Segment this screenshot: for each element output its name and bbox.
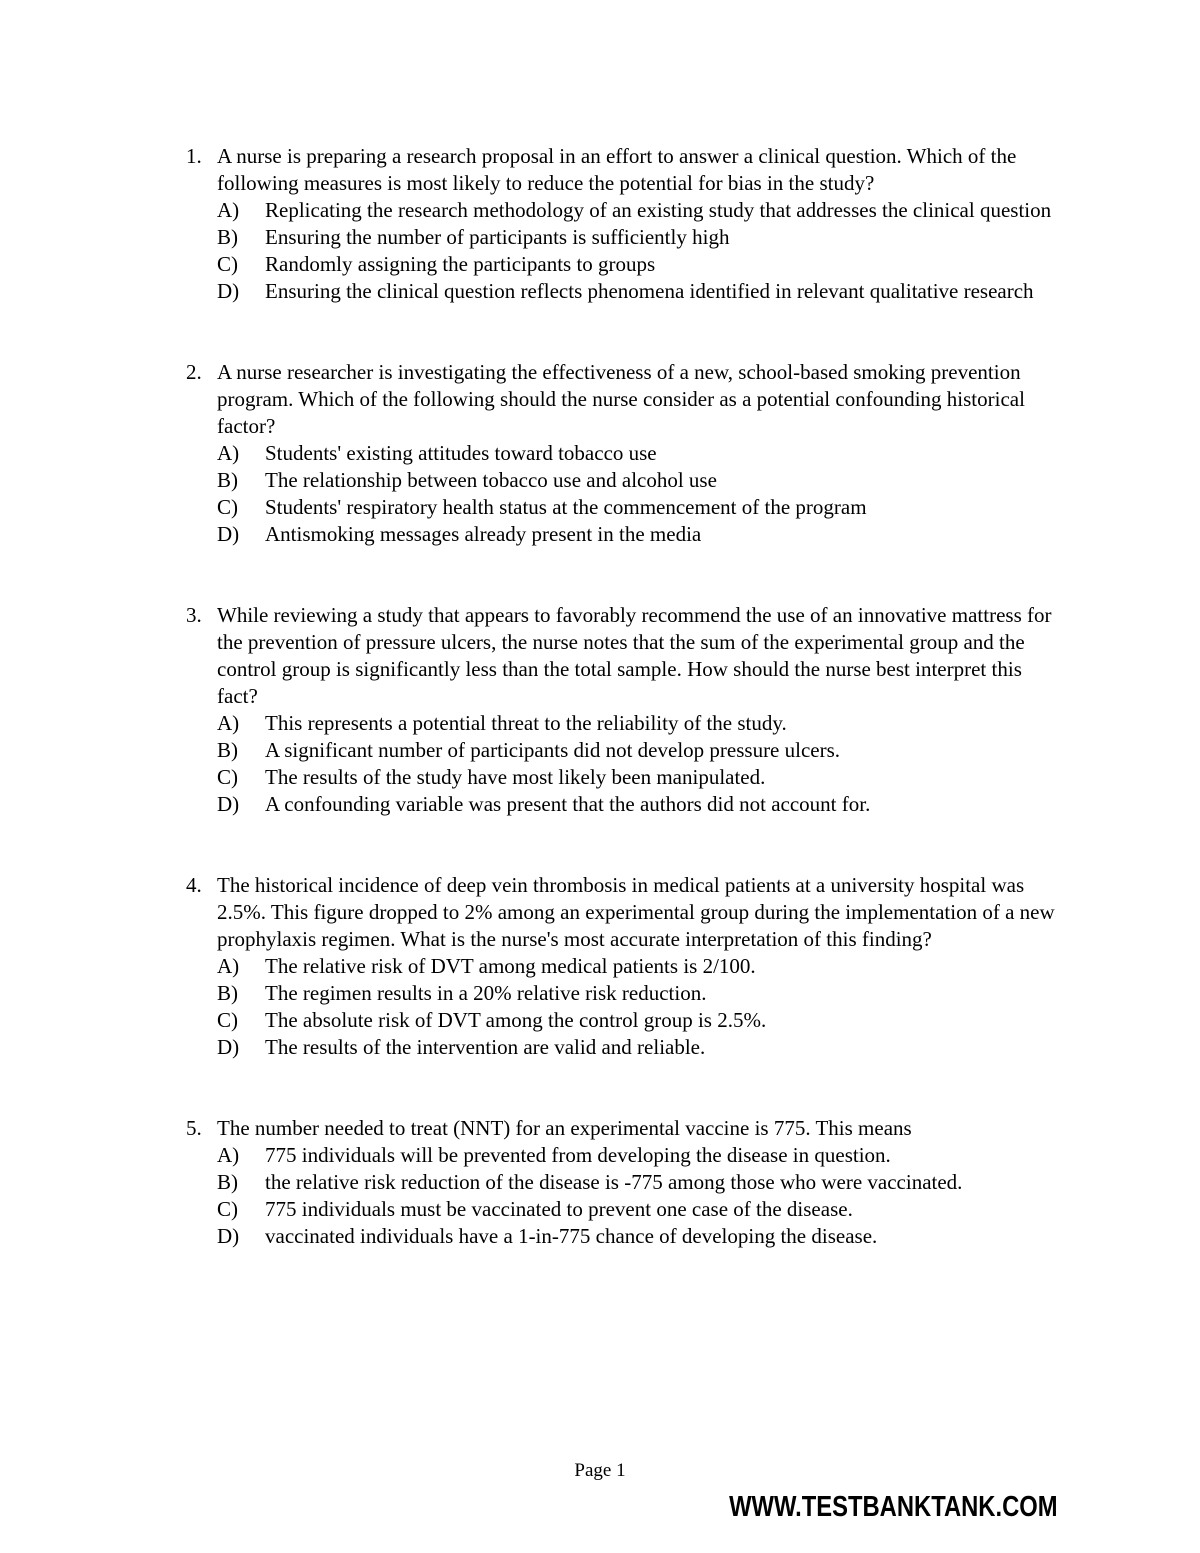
question-3 [186, 602, 1066, 818]
option-letter: B) [217, 225, 238, 249]
option-text: The results of the intervention are valid and reliable. [265, 1035, 706, 1059]
answer-option [217, 1196, 1066, 1223]
question-list [186, 143, 1066, 1250]
option-letter: C) [217, 495, 238, 519]
answer-options [217, 197, 1066, 305]
option-letter: C) [217, 1197, 238, 1221]
watermark: WWW.TESTBANKTANK.COM [729, 1491, 1058, 1523]
option-text: Ensuring the number of participants is sufficiently high [265, 225, 730, 249]
option-letter: B) [217, 981, 238, 1005]
question-number: 5. [186, 1116, 202, 1140]
option-text: Antismoking messages already present in the media [265, 522, 702, 546]
answer-option [217, 494, 1066, 521]
option-text: The relative risk of DVT among medical patients is 2/100. [265, 954, 756, 978]
option-text: Ensuring the clinical question reflects phenomena identified in relevant qualitative research [265, 279, 1034, 303]
option-letter: B) [217, 738, 238, 762]
option-text: Students' respiratory health status at the commencement of the program [265, 495, 867, 519]
option-letter: D) [217, 1224, 240, 1248]
option-text: The relationship between tobacco use and alcohol use [265, 468, 717, 492]
option-letter: A) [217, 954, 240, 978]
option-text: vaccinated individuals have a 1-in-775 chance of developing the disease. [265, 1224, 878, 1248]
question-number: 4. [186, 873, 202, 897]
option-text: Replicating the research methodology of an existing study that addresses the clinical question [265, 198, 1052, 222]
answer-option [217, 764, 1066, 791]
answer-option [217, 467, 1066, 494]
option-letter: D) [217, 279, 240, 303]
answer-option [217, 791, 1066, 818]
answer-option [217, 1007, 1066, 1034]
question-4 [186, 872, 1066, 1061]
option-text: Randomly assigning the participants to groups [265, 252, 656, 276]
option-text: Students' existing attitudes toward tobacco use [265, 441, 657, 465]
answer-option [217, 1169, 1066, 1196]
answer-option [217, 440, 1066, 467]
answer-option [217, 278, 1066, 305]
page-number: Page 1 [574, 1460, 626, 1481]
option-letter: A) [217, 711, 240, 735]
option-letter: B) [217, 1170, 238, 1194]
question-stem: A nurse researcher is investigating the effectiveness of a new, school-based smoking prevention program. Which of the following should the nurse consider as a potential confounding historical factor? [217, 360, 1025, 438]
question-2 [186, 359, 1066, 548]
option-text: This represents a potential threat to the reliability of the study. [265, 711, 787, 735]
answer-options [217, 1142, 1066, 1250]
answer-option [217, 1034, 1066, 1061]
question-number: 1. [186, 144, 202, 168]
option-text: the relative risk reduction of the disease is -775 among those who were vaccinated. [265, 1170, 963, 1194]
question-number: 3. [186, 603, 202, 627]
option-letter: D) [217, 522, 240, 546]
option-letter: A) [217, 198, 240, 222]
option-letter: C) [217, 1008, 238, 1032]
answer-option [217, 980, 1066, 1007]
option-text: The absolute risk of DVT among the control group is 2.5%. [265, 1008, 767, 1032]
question-stem: The historical incidence of deep vein thrombosis in medical patients at a university hospital was 2.5%. This figure dropped to 2% among an experimental group during the implementation of a new prophylaxis regimen. What is the nurse's most accurate interpretation of this finding? [217, 873, 1055, 951]
question-number: 2. [186, 360, 202, 384]
answer-options [217, 953, 1066, 1061]
answer-option [217, 224, 1066, 251]
question-1 [186, 143, 1066, 305]
answer-option [217, 521, 1066, 548]
option-text: 775 individuals must be vaccinated to prevent one case of the disease. [265, 1197, 853, 1221]
option-letter: D) [217, 1035, 240, 1059]
answer-option [217, 737, 1066, 764]
option-text: 775 individuals will be prevented from developing the disease in question. [265, 1143, 891, 1167]
answer-option [217, 251, 1066, 278]
answer-options [217, 710, 1066, 818]
question-stem: While reviewing a study that appears to favorably recommend the use of an innovative mattress for the prevention of pressure ulcers, the nurse notes that the sum of the experimental group and the control group is significantly less than the total sample. How should the nurse best interpret this fact? [217, 603, 1052, 708]
option-letter: B) [217, 468, 238, 492]
option-text: A significant number of participants did not develop pressure ulcers. [265, 738, 841, 762]
option-letter: C) [217, 765, 238, 789]
option-letter: C) [217, 252, 238, 276]
question-stem: The number needed to treat (NNT) for an experimental vaccine is 775. This means [217, 1116, 912, 1140]
option-letter: A) [217, 1143, 240, 1167]
option-text: The results of the study have most likely been manipulated. [265, 765, 766, 789]
answer-option [217, 197, 1066, 224]
question-5 [186, 1115, 1066, 1250]
answer-option [217, 1223, 1066, 1250]
answer-option [217, 710, 1066, 737]
answer-options [217, 440, 1066, 548]
option-text: A confounding variable was present that the authors did not account for. [265, 792, 871, 816]
option-letter: D) [217, 792, 240, 816]
question-stem: A nurse is preparing a research proposal in an effort to answer a clinical question. Which of the following measures is most likely to reduce the potential for bias in the study? [217, 144, 1017, 195]
answer-option [217, 1142, 1066, 1169]
option-letter: A) [217, 441, 240, 465]
answer-option [217, 953, 1066, 980]
option-text: The regimen results in a 20% relative risk reduction. [265, 981, 707, 1005]
